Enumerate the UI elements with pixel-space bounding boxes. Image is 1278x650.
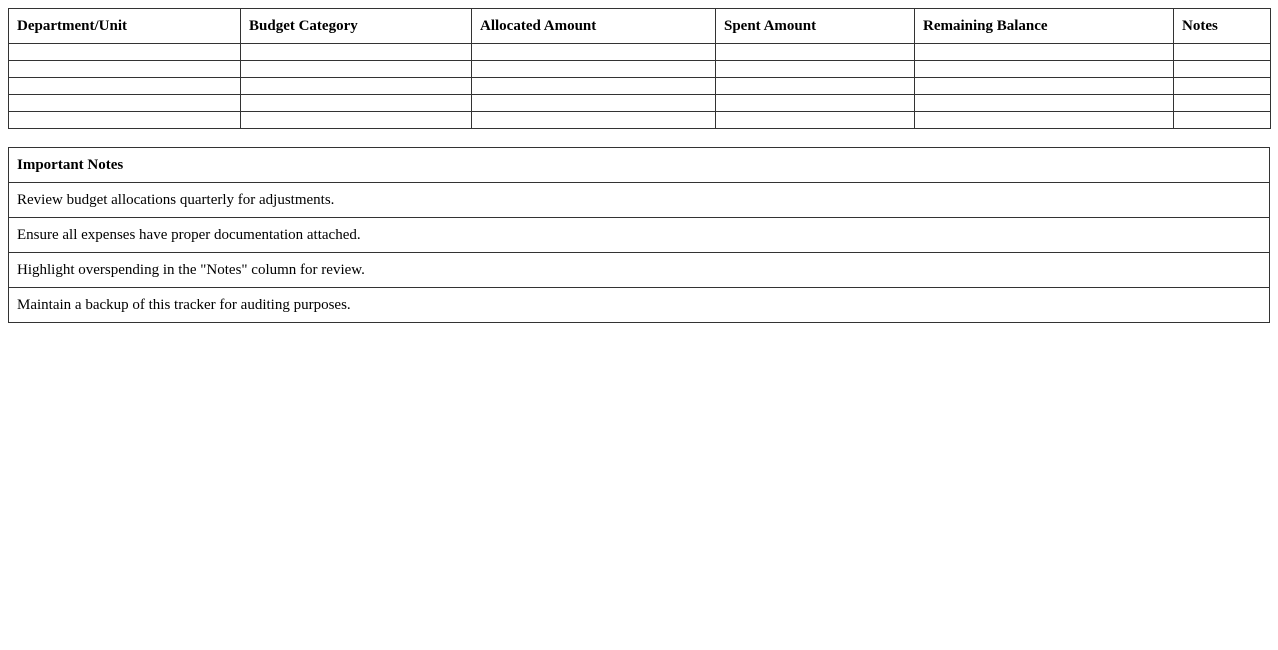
note-row: [9, 288, 1270, 323]
cell-allocated-amount[interactable]: [472, 61, 716, 78]
notes-header-row: [9, 148, 1270, 183]
cell-spent-amount[interactable]: [716, 61, 915, 78]
cell-department[interactable]: [9, 95, 241, 112]
table-row: [9, 78, 1271, 95]
column-header-remaining-balance: Remaining Balance: [915, 9, 1174, 44]
cell-allocated-amount[interactable]: [472, 44, 716, 61]
cell-budget-category[interactable]: [241, 78, 472, 95]
cell-notes[interactable]: [1174, 61, 1271, 78]
cell-notes[interactable]: [1174, 112, 1271, 129]
note-item: Maintain a backup of this tracker for auditing purposes.: [9, 288, 1270, 323]
cell-remaining-balance[interactable]: [915, 78, 1174, 95]
cell-remaining-balance[interactable]: [915, 44, 1174, 61]
cell-remaining-balance[interactable]: [915, 61, 1174, 78]
column-header-budget-category: Budget Category: [241, 9, 472, 44]
table-header-row: [9, 9, 1271, 44]
cell-spent-amount[interactable]: [716, 112, 915, 129]
note-item: Ensure all expenses have proper documentation attached.: [9, 218, 1270, 253]
column-header-notes: Notes: [1174, 9, 1271, 44]
note-row: [9, 218, 1270, 253]
cell-department[interactable]: [9, 112, 241, 129]
note-row: [9, 253, 1270, 288]
important-notes-table: [8, 147, 1270, 323]
table-row: [9, 44, 1271, 61]
cell-department[interactable]: [9, 78, 241, 95]
cell-department[interactable]: [9, 44, 241, 61]
column-header-spent-amount: Spent Amount: [716, 9, 915, 44]
note-row: [9, 183, 1270, 218]
cell-budget-category[interactable]: [241, 95, 472, 112]
cell-notes[interactable]: [1174, 44, 1271, 61]
table-row: [9, 95, 1271, 112]
cell-budget-category[interactable]: [241, 112, 472, 129]
table-row: [9, 112, 1271, 129]
cell-notes[interactable]: [1174, 78, 1271, 95]
note-item: Highlight overspending in the "Notes" column for review.: [9, 253, 1270, 288]
cell-remaining-balance[interactable]: [915, 112, 1174, 129]
cell-budget-category[interactable]: [241, 44, 472, 61]
cell-spent-amount[interactable]: [716, 78, 915, 95]
cell-spent-amount[interactable]: [716, 44, 915, 61]
budget-tracker-table: [8, 8, 1271, 129]
note-item: Review budget allocations quarterly for adjustments.: [9, 183, 1270, 218]
notes-title: Important Notes: [9, 148, 1270, 183]
cell-notes[interactable]: [1174, 95, 1271, 112]
cell-remaining-balance[interactable]: [915, 95, 1174, 112]
table-row: [9, 61, 1271, 78]
cell-allocated-amount[interactable]: [472, 112, 716, 129]
column-header-allocated-amount: Allocated Amount: [472, 9, 716, 44]
cell-spent-amount[interactable]: [716, 95, 915, 112]
cell-allocated-amount[interactable]: [472, 95, 716, 112]
column-header-department: Department/Unit: [9, 9, 241, 44]
cell-department[interactable]: [9, 61, 241, 78]
cell-allocated-amount[interactable]: [472, 78, 716, 95]
cell-budget-category[interactable]: [241, 61, 472, 78]
